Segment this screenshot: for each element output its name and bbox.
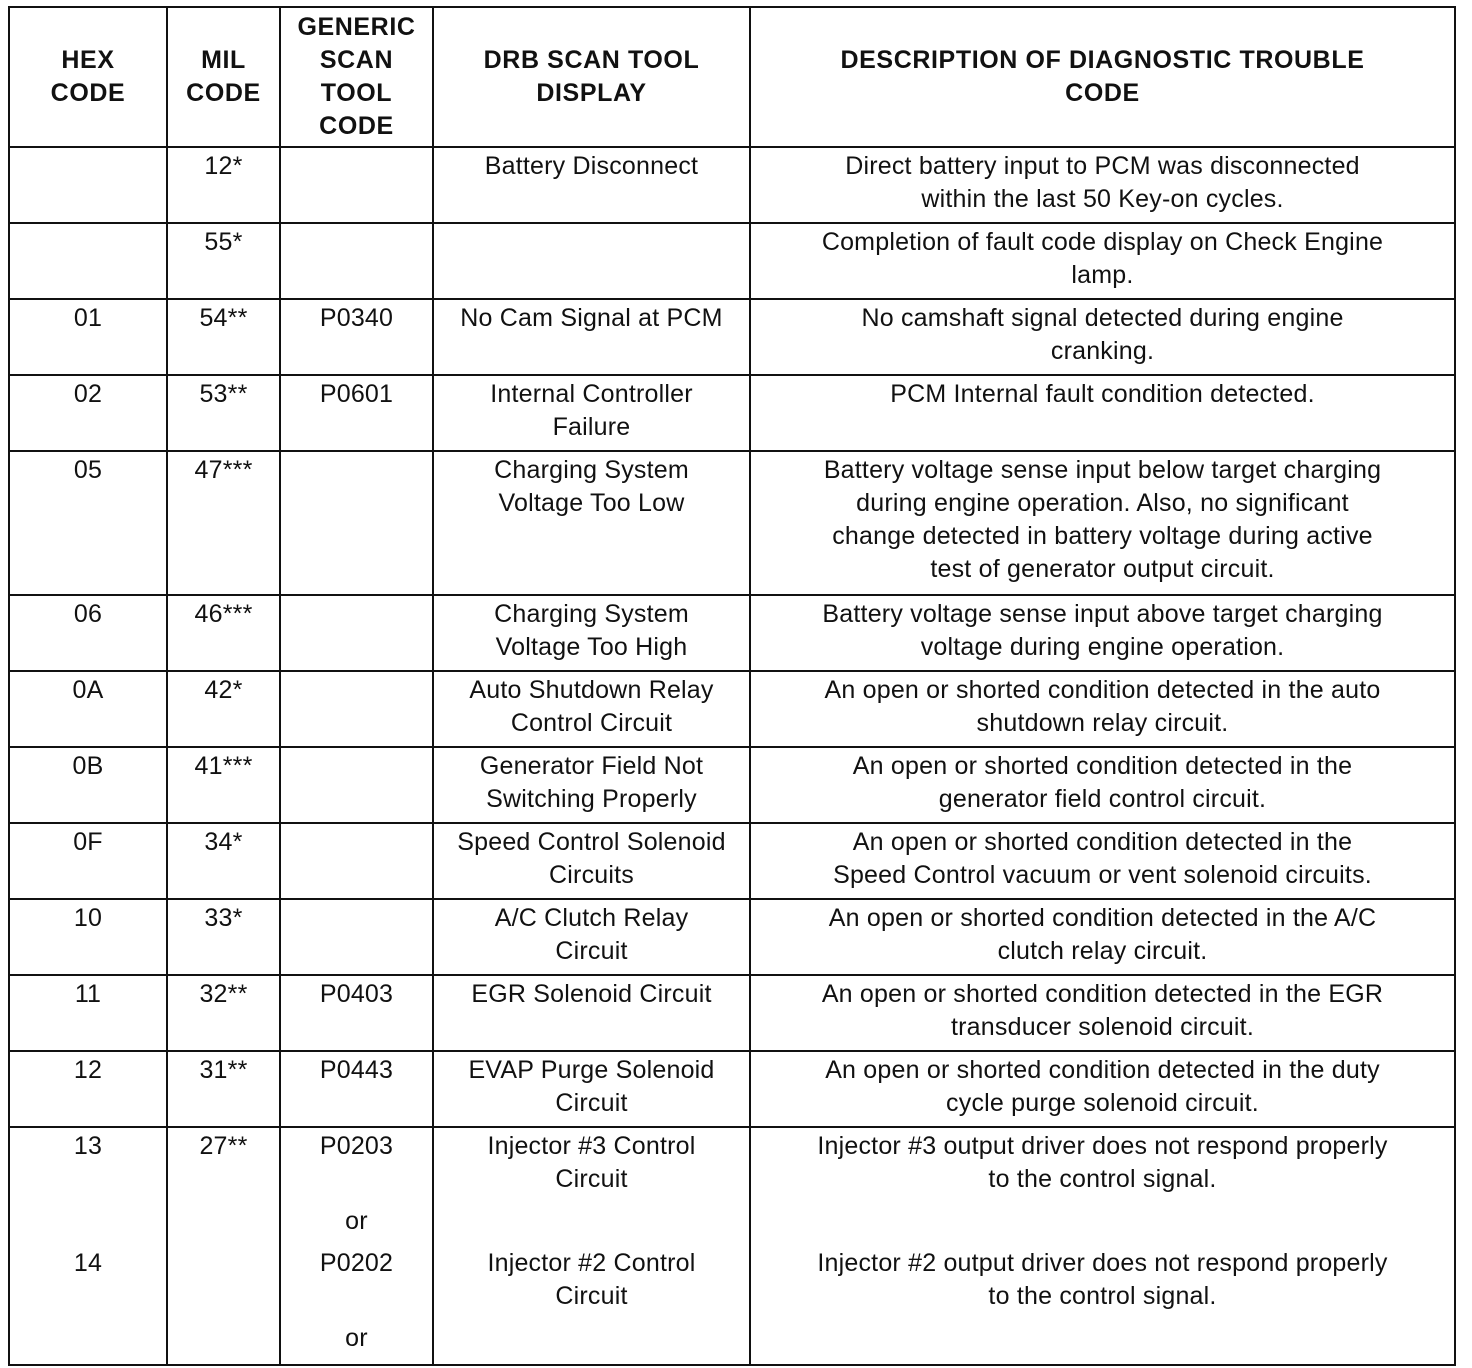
header-line: DRB SCAN TOOL <box>483 46 700 74</box>
generic-code-cell <box>280 823 433 899</box>
description-cell <box>750 823 1455 899</box>
hex-code-value: 12 <box>73 1056 103 1084</box>
header-line: DESCRIPTION OF DIAGNOSTIC TROUBLE <box>840 46 1365 74</box>
drb-display-line: Voltage Too Low <box>498 489 685 517</box>
generic-code-value: P0403 <box>319 980 394 1008</box>
header-hex-code <box>9 7 167 147</box>
generic-code-cell <box>280 1051 433 1127</box>
generic-code-cell <box>280 975 433 1051</box>
generic-code-cell <box>280 671 433 747</box>
description-line: An open or shorted condition detected in the auto <box>824 676 1381 704</box>
hex-code-value: 01 <box>73 304 103 332</box>
drb-display-line: Auto Shutdown Relay <box>469 676 714 704</box>
description-line: shutdown relay circuit. <box>976 709 1229 737</box>
mil-code-cell <box>167 1127 280 1365</box>
header-line: TOOL <box>320 79 393 107</box>
mil-code-value: 47*** <box>194 456 253 484</box>
mil-code-value: 27** <box>199 1132 248 1160</box>
description-line: transducer solenoid circuit. <box>951 1013 1254 1041</box>
generic-code-cell <box>280 375 433 451</box>
mil-code-value: 33* <box>204 904 243 932</box>
description-line: cycle purge solenoid circuit. <box>946 1089 1259 1117</box>
drb-display-line: Battery Disconnect <box>484 152 699 180</box>
table-header-row <box>9 7 1455 147</box>
header-line: CODE <box>186 79 261 107</box>
description-cell <box>750 375 1455 451</box>
description-line: Direct battery input to PCM was disconnected <box>845 152 1360 180</box>
drb-display-cell <box>433 375 750 451</box>
description-line: No camshaft signal detected during engine <box>861 304 1344 332</box>
hex-code-cell <box>9 147 167 223</box>
hex-code-cell <box>9 899 167 975</box>
generic-code-or: or <box>345 1207 368 1235</box>
drb-display-cell <box>433 451 750 595</box>
drb-display-cell <box>433 747 750 823</box>
hex-code-value: 11 <box>74 980 102 1008</box>
table-row <box>9 147 1455 223</box>
drb-display-line: EVAP Purge Solenoid <box>468 1056 715 1084</box>
description-line: clutch relay circuit. <box>997 937 1208 965</box>
hex-code-value: 02 <box>73 380 103 408</box>
table-row <box>9 823 1455 899</box>
table-row <box>9 223 1455 299</box>
header-line: GENERIC <box>297 13 416 41</box>
generic-code-cell <box>280 299 433 375</box>
drb-display-line: Internal Controller <box>490 380 693 408</box>
mil-code-value: 53** <box>199 380 248 408</box>
hex-code-cell <box>9 823 167 899</box>
drb-display-cell <box>433 671 750 747</box>
table-row <box>9 1051 1455 1127</box>
description-line: Injector #3 output driver does not respond properly <box>817 1132 1388 1160</box>
drb-display-line: Control Circuit <box>510 709 673 737</box>
hex-code-cell <box>9 451 167 595</box>
generic-code-cell <box>280 595 433 671</box>
generic-code-value: P0340 <box>319 304 394 332</box>
hex-code-value: 06 <box>73 600 103 628</box>
header-line: CODE <box>319 112 394 140</box>
hex-code-cell <box>9 747 167 823</box>
hex-code-cell <box>9 299 167 375</box>
drb-display-line: Failure <box>552 413 631 441</box>
mil-code-cell <box>167 823 280 899</box>
mil-code-value: 41*** <box>194 752 253 780</box>
drb-display-cell <box>433 1127 750 1365</box>
mil-code-cell <box>167 747 280 823</box>
description-line: change detected in battery voltage during active <box>832 522 1373 550</box>
drb-display-line: EGR Solenoid Circuit <box>471 980 712 1008</box>
description-line: An open or shorted condition detected in the EGR <box>821 980 1384 1008</box>
description-line: generator field control circuit. <box>938 785 1267 813</box>
description-line: Battery voltage sense input below target charging <box>823 456 1382 484</box>
mil-code-value: 42* <box>204 676 243 704</box>
description-cell <box>750 671 1455 747</box>
drb-display-line: Circuit <box>555 1165 628 1193</box>
header-line: DISPLAY <box>536 79 647 107</box>
table-body <box>9 147 1455 1365</box>
description-line: during engine operation. Also, no significant <box>856 489 1349 517</box>
generic-code-cell <box>280 223 433 299</box>
table-row <box>9 375 1455 451</box>
description-line: test of generator output circuit. <box>930 555 1275 583</box>
table-row <box>9 1127 1455 1365</box>
header-drb-scan-tool-display <box>433 7 750 147</box>
description-cell <box>750 223 1455 299</box>
description-cell <box>750 451 1455 595</box>
description-line: lamp. <box>1071 261 1134 289</box>
drb-display-cell <box>433 147 750 223</box>
description-line: PCM Internal fault condition detected. <box>890 380 1315 408</box>
hex-code-value: 14 <box>73 1249 103 1277</box>
description-cell <box>750 747 1455 823</box>
description-line: Battery voltage sense input above target charging <box>822 600 1383 628</box>
generic-code-value: P0202 <box>319 1249 394 1277</box>
generic-code-cell <box>280 147 433 223</box>
mil-code-value: 34* <box>204 828 243 856</box>
drb-display-line: A/C Clutch Relay <box>494 904 689 932</box>
drb-display-line: Speed Control Solenoid <box>457 828 726 856</box>
mil-code-value: 31** <box>199 1056 248 1084</box>
description-line: cranking. <box>1050 337 1155 365</box>
drb-display-cell <box>433 223 750 299</box>
description-line: voltage during engine operation. <box>920 633 1285 661</box>
generic-code-value: P0203 <box>319 1132 394 1160</box>
header-line: CODE <box>1065 79 1140 107</box>
generic-code-value: P0601 <box>319 380 394 408</box>
hex-code-cell <box>9 223 167 299</box>
description-line: An open or shorted condition detected in the A/C <box>828 904 1377 932</box>
dtc-table <box>8 6 1456 1366</box>
drb-display-line: Generator Field Not <box>479 752 704 780</box>
header-mil-code <box>167 7 280 147</box>
header-line: SCAN <box>319 46 394 74</box>
mil-code-value: 32** <box>199 980 248 1008</box>
hex-code-cell <box>9 975 167 1051</box>
generic-code-value: P0443 <box>319 1056 394 1084</box>
drb-display-line: Circuit <box>555 1282 628 1310</box>
mil-code-cell <box>167 595 280 671</box>
mil-code-value: 12* <box>204 152 243 180</box>
description-line: Injector #2 output driver does not respond properly <box>817 1249 1388 1277</box>
drb-display-cell <box>433 823 750 899</box>
hex-code-cell <box>9 671 167 747</box>
generic-code-cell <box>280 451 433 595</box>
hex-code-value: 0F <box>73 828 103 856</box>
drb-display-cell <box>433 299 750 375</box>
hex-code-value: 0B <box>72 752 104 780</box>
hex-code-value: 05 <box>73 456 103 484</box>
table-row <box>9 299 1455 375</box>
description-line: to the control signal. <box>988 1282 1217 1310</box>
table-row <box>9 975 1455 1051</box>
description-cell <box>750 595 1455 671</box>
mil-code-value: 55* <box>204 228 243 256</box>
hex-code-value: 10 <box>73 904 103 932</box>
hex-code-cell <box>9 595 167 671</box>
table-row <box>9 595 1455 671</box>
table-row <box>9 899 1455 975</box>
header-generic-scan-tool-code <box>280 7 433 147</box>
table-row <box>9 747 1455 823</box>
generic-code-cell <box>280 747 433 823</box>
drb-display-line: Circuit <box>555 937 628 965</box>
hex-code-value: 13 <box>73 1132 103 1160</box>
mil-code-cell <box>167 299 280 375</box>
dtc-page <box>8 6 1456 1366</box>
drb-display-cell <box>433 899 750 975</box>
generic-code-or: or <box>345 1324 368 1352</box>
generic-code-cell <box>280 899 433 975</box>
drb-display-line: Circuits <box>549 861 634 889</box>
mil-code-value: 54** <box>199 304 248 332</box>
hex-code-cell <box>9 375 167 451</box>
mil-code-value: 46*** <box>194 600 253 628</box>
drb-display-line: Injector #3 Control <box>487 1132 696 1160</box>
drb-display-line: Charging System <box>494 456 689 484</box>
mil-code-cell <box>167 975 280 1051</box>
description-cell <box>750 1127 1455 1365</box>
drb-display-line: Injector #2 Control <box>487 1249 696 1277</box>
table-row <box>9 671 1455 747</box>
mil-code-cell <box>167 899 280 975</box>
header-line: HEX <box>61 46 115 74</box>
drb-display-cell <box>433 975 750 1051</box>
generic-code-cell <box>280 1127 433 1365</box>
header-description <box>750 7 1455 147</box>
mil-code-cell <box>167 375 280 451</box>
description-line: Speed Control vacuum or vent solenoid circuits. <box>833 861 1372 889</box>
hex-code-cell <box>9 1127 167 1365</box>
drb-display-line: Voltage Too High <box>495 633 688 661</box>
description-line: An open or shorted condition detected in the duty <box>825 1056 1380 1084</box>
header-line: CODE <box>50 79 126 107</box>
table-row <box>9 451 1455 595</box>
description-line: An open or shorted condition detected in the <box>852 828 1353 856</box>
description-line: Completion of fault code display on Check Engine <box>821 228 1384 256</box>
description-line: to the control signal. <box>988 1165 1217 1193</box>
drb-display-line: Switching Properly <box>486 785 697 813</box>
drb-display-line: No Cam Signal at PCM <box>460 304 723 332</box>
hex-code-value: 0A <box>72 676 104 704</box>
description-cell <box>750 299 1455 375</box>
description-cell <box>750 975 1455 1051</box>
header-line: MIL <box>201 46 246 74</box>
mil-code-cell <box>167 223 280 299</box>
description-cell <box>750 147 1455 223</box>
mil-code-cell <box>167 671 280 747</box>
drb-display-cell <box>433 1051 750 1127</box>
description-line: An open or shorted condition detected in the <box>852 752 1353 780</box>
description-cell <box>750 1051 1455 1127</box>
mil-code-cell <box>167 1051 280 1127</box>
mil-code-cell <box>167 451 280 595</box>
description-line: within the last 50 Key-on cycles. <box>921 185 1284 213</box>
drb-display-line: Charging System <box>494 600 689 628</box>
description-cell <box>750 899 1455 975</box>
mil-code-cell <box>167 147 280 223</box>
drb-display-line: Circuit <box>555 1089 628 1117</box>
hex-code-cell <box>9 1051 167 1127</box>
drb-display-cell <box>433 595 750 671</box>
